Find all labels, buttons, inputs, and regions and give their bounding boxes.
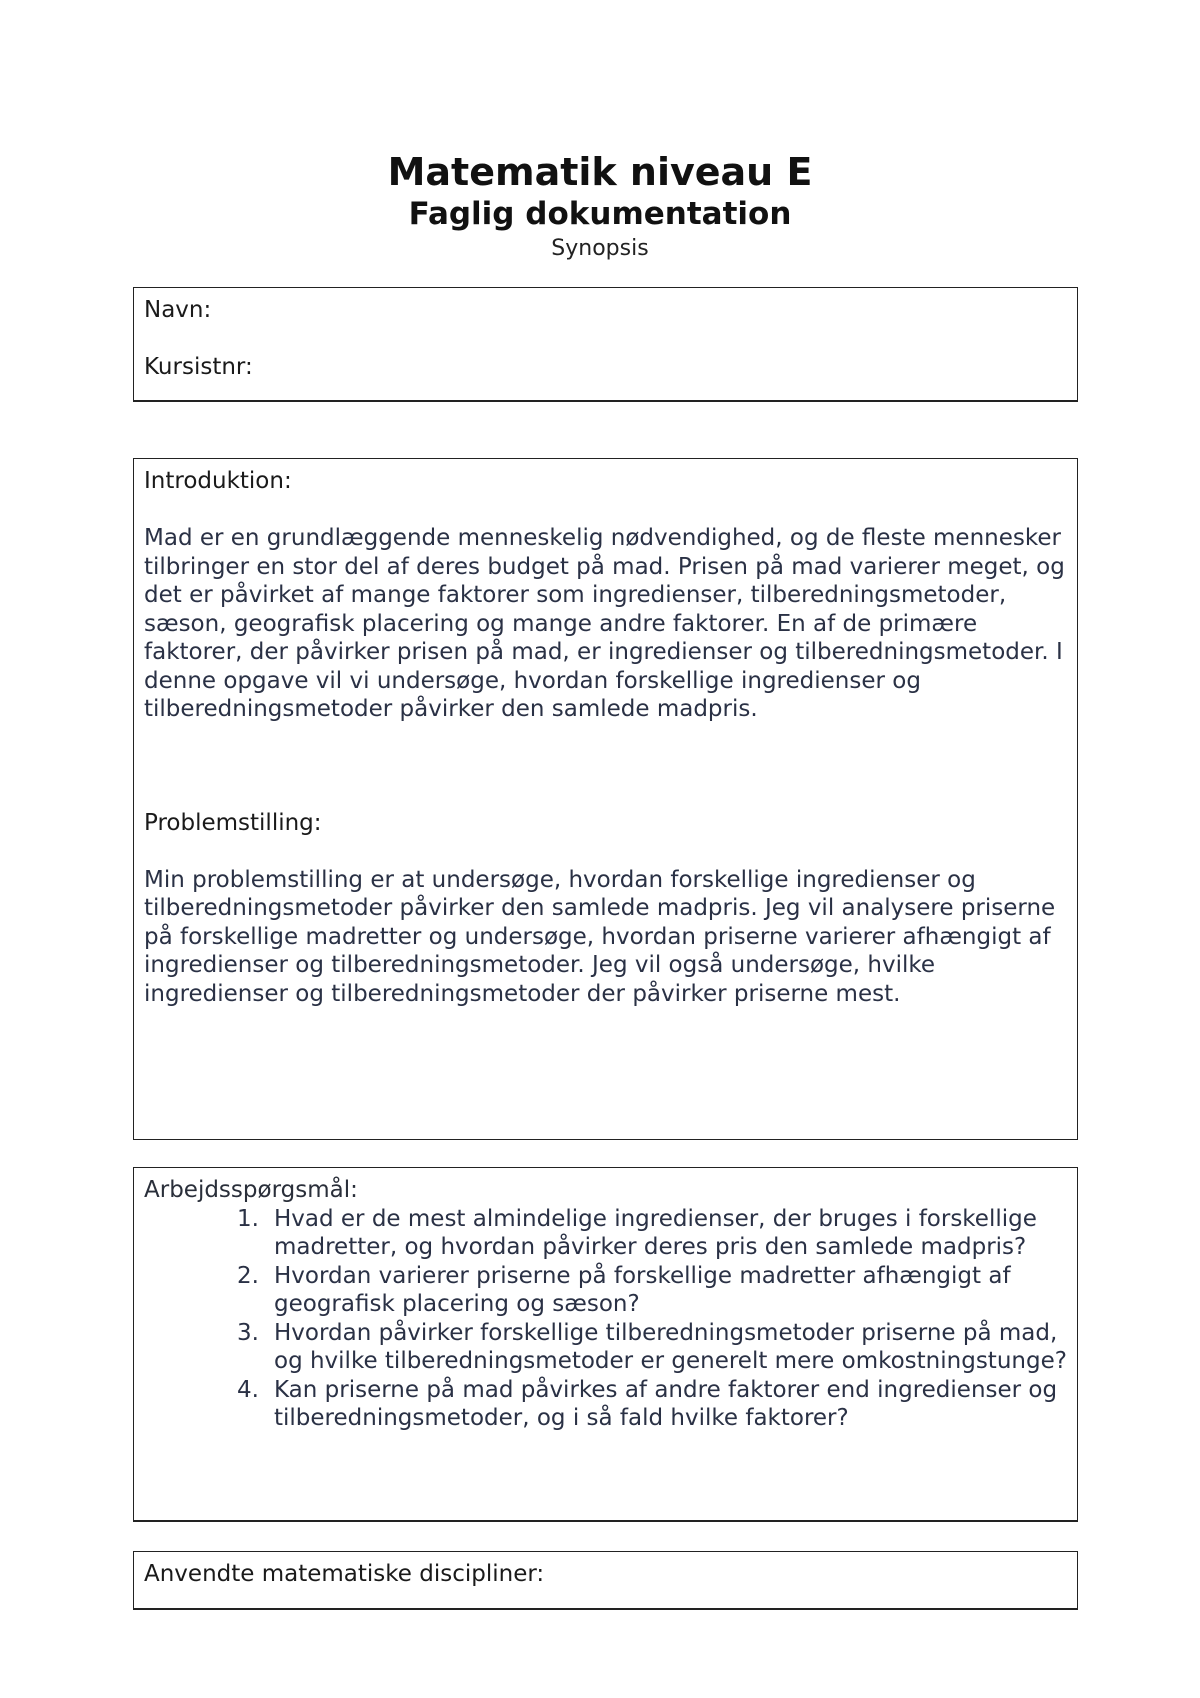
intro-label: Introduktion: [144, 468, 292, 494]
spacer [144, 325, 1067, 354]
document-header [0, 150, 1200, 264]
student-id-label: Kursistnr: [144, 354, 253, 380]
problem-text: Min problemstilling er at undersøge, hvordan forskellige ingredienser og tilberedningsmetoder påvirker den samlede madpris. Jeg vil analysere priserne på forskellige madretter og undersøge, hvordan priserne varierer afhængigt af ingredienser og tilberedningsmetoder. Jeg vil også undersøge, hvilke ingredienser og tilberedningsmetoder der påvirker priserne mest. [144, 866, 1056, 1007]
document-caption: Synopsis [551, 236, 649, 261]
list-item-number: 1. [237, 1205, 259, 1232]
list-item-number: 2. [237, 1262, 259, 1289]
applied-disciplines-label: Anvendte matematiske discipliner: [144, 1561, 545, 1587]
list-item-text: Hvordan påvirker forskellige tilberedningsmetoder priserne på mad, og hvilke tilberedningsmetoder er generelt mere omkostningstunge? [274, 1319, 1067, 1374]
intro-text: Mad er en grundlæggende menneskelig nødvendighed, og de fleste mennesker tilbringer en stor del af deres budget på mad. Prisen på mad varierer meget, og det er påvirket af mange faktorer som ingredienser, tilberedningsmetoder, sæson, geografisk placering og mange andre faktorer. En af de primære faktorer, der påvirker prisen på mad, er ingredienser og tilberedningsmetoder. I denne opgave vil vi undersøge, hvordan forskellige ingredienser og tilberedningsmetoder påvirker den samlede madpris. [144, 525, 1065, 722]
spacer [144, 837, 1067, 866]
applied-disciplines-box [133, 1551, 1078, 1610]
spacer [144, 724, 1067, 809]
student-info-box [133, 287, 1078, 402]
list-item-number: 3. [237, 1319, 259, 1346]
problem-label: Problemstilling: [144, 809, 322, 836]
intro-problem-box [133, 458, 1078, 1140]
list-item [237, 1205, 1067, 1262]
list-item-text: Hvad er de mest almindelige ingredienser, der bruges i forskellige madretter, og hvordan påvirker deres pris den samlede madpris? [274, 1205, 1037, 1260]
work-questions-label: Arbejdsspørgsmål: [144, 1177, 358, 1203]
work-questions-list [144, 1205, 1067, 1433]
list-item [237, 1262, 1067, 1319]
work-questions-box [133, 1167, 1078, 1522]
list-item-text: Kan priserne på mad påvirkes af andre faktorer end ingredienser og tilberedningsmetoder, og i så fald hvilke faktorer? [274, 1376, 1058, 1431]
list-item [237, 1319, 1067, 1376]
list-item-number: 4. [237, 1376, 259, 1403]
list-item-text: Hvordan varierer priserne på forskellige madretter afhængigt af geografisk placering og sæson? [274, 1262, 1011, 1317]
document-title: Matematik niveau E [387, 150, 813, 194]
name-label: Navn: [144, 297, 212, 323]
spacer [144, 496, 1067, 525]
list-item [237, 1376, 1067, 1433]
document-subtitle: Faglig dokumentation [408, 196, 792, 232]
